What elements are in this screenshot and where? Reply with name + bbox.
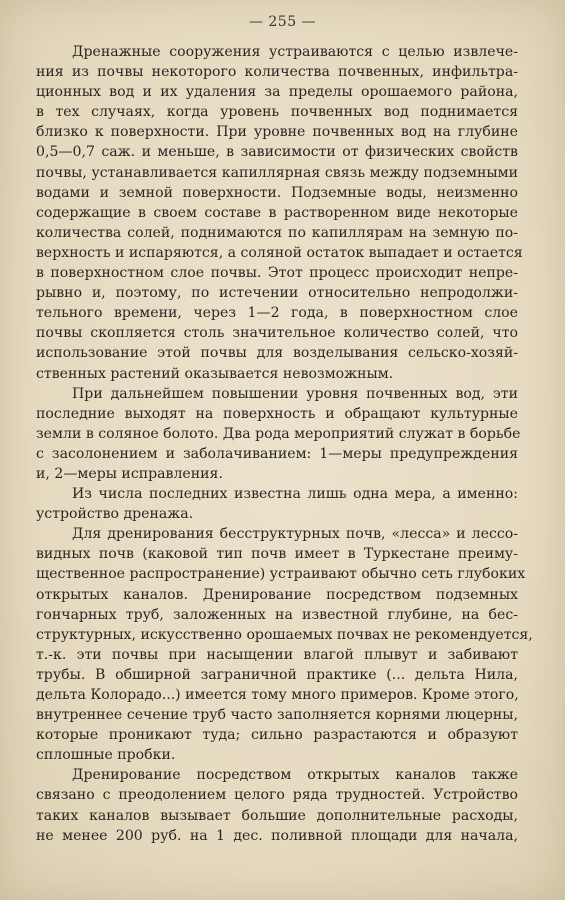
text-line: последние выходят на поверхность и обращают культурные [36, 405, 518, 422]
text-line: с засолонением и заболачиванием: 1—меры предупреждения [36, 445, 518, 462]
text-line: ционных вод и их удаления за пределы орошаемого района, [36, 84, 518, 101]
text-line: земли в соляное болото. Два рода мероприятий служат в борьбе [36, 425, 521, 442]
text-line: т.-к. эти почвы при насыщении влагой плывут и забивают [36, 646, 518, 663]
text-line: Из числа последних известна лишь одна мера, а именно: [72, 486, 518, 503]
text-line: ния из почвы некоторого количества почвенных, инфильтра- [36, 64, 518, 81]
text-line: щественное распространение) устраивают обычно сеть глубоких [36, 566, 526, 583]
text-line: трубы. В обширной заграничной практике (... дельта Нила, [36, 666, 518, 683]
paragraph-loess-drainage [36, 524, 533, 765]
paragraph-open-channels [36, 765, 518, 845]
text-line: внутреннее сечение труб часто заполняется корнями люцерны, [36, 707, 518, 724]
text-line: Дренирование посредством открытых каналов также [72, 767, 518, 784]
text-line: 0,5—0,7 саж. и меньше, в зависимости от физических свойств [36, 144, 518, 161]
text-line: тельного времени, через 1—2 года, в поверхностном слое [36, 305, 518, 322]
text-line: видных почв (каковой тип почв имеет в Туркестане преиму- [36, 546, 518, 563]
text-line: таких каналов вызывает большие дополнительные расходы, [36, 807, 518, 824]
text-line: открытых каналов. Дренирование посредством подземных [36, 586, 518, 603]
text-line: почвы скопляется столь значительное количество солей, что [36, 325, 518, 342]
text-line: ственных растений оказывается невозможным. [36, 365, 394, 382]
text-line: в тех случаях, когда уровень почвенных вод поднимается [36, 104, 518, 121]
body-text [36, 42, 533, 846]
text-line: количества солей, поднимаются по капиллярам на земную по- [36, 224, 518, 241]
text-line: близко к поверхности. При уровне почвенных вод на глубине [36, 124, 518, 141]
text-line: которые проникают туда; сильно разрастаются и образуют [36, 727, 518, 744]
text-line: содержащие в своем составе в растворенном виде некоторые [36, 204, 518, 221]
text-line: При дальнейшем повышении уровня почвенных вод, эти [72, 385, 518, 402]
paragraph-water-rise [36, 384, 521, 484]
text-line: водами и земной поверхности. Подземные воды, неизменно [36, 184, 518, 201]
text-line: почвы, устанавливается капиллярная связь между подземными [36, 164, 518, 181]
text-line: Дренажные сооружения устраиваются с целью извлече- [72, 44, 518, 60]
text-line: и, 2—меры исправления. [36, 465, 223, 482]
text-line: гончарных труб, заложенных на известной глубине, на бес- [36, 606, 518, 623]
text-line: Для дренирования бесструктурных почв, «лесса» и лессо- [72, 526, 518, 543]
paragraph-drainage-purpose [36, 42, 523, 384]
text-line: сплошные пробки. [36, 747, 176, 764]
paragraph-remedy [36, 484, 518, 524]
text-line: верхность и испаряются, а соляной остаток выпадает и остается [36, 244, 523, 261]
text-line: в поверхностном слое почвы. Этот процесс происходит непре- [36, 265, 518, 282]
page-number: — 255 — [248, 14, 317, 30]
text-line: рывно и, поэтому, по истечении относительно непродолжи- [36, 285, 518, 302]
text-line: дельта Колорадо...) имеется тому много примеров. Кроме этого, [36, 687, 519, 703]
text-line: структурных, искусственно орошаемых почвах не рекомендуется, [36, 626, 533, 643]
text-line: использование этой почвы для возделывания сельско-хозяй- [36, 345, 518, 362]
text-line: устройство дренажа. [36, 506, 194, 523]
text-line: не менее 200 руб. на 1 дес. поливной площади для начала, [36, 827, 518, 844]
text-line: связано с преодолением целого ряда трудностей. Устройство [36, 787, 518, 804]
